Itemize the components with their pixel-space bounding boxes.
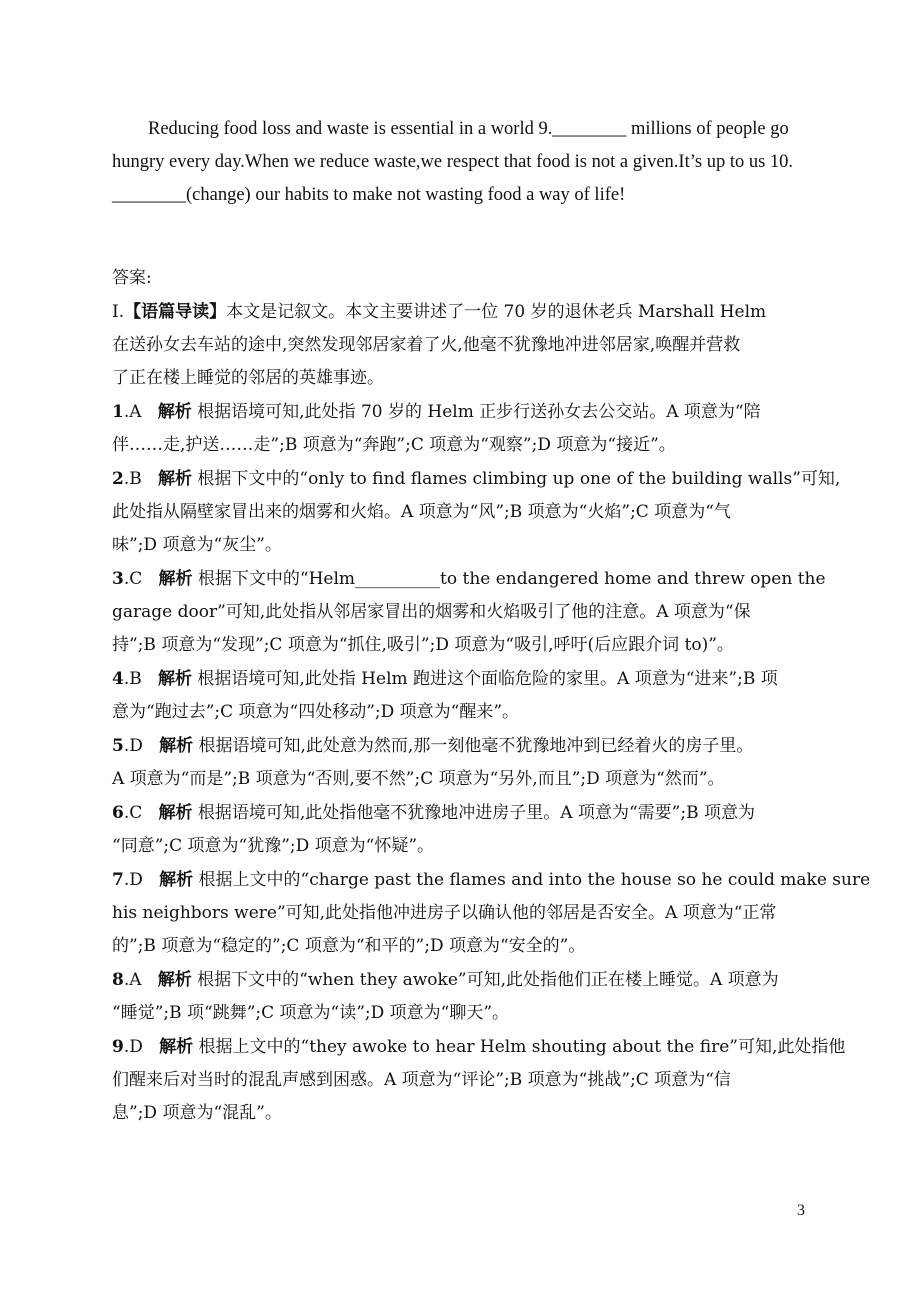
answer-3-line-3: 持”;B 项意为“发现”;C 项意为“抓住,吸引”;D 项意为“吸引,呼吁(后应跟介词 to)”。 [112,635,734,655]
answer-number: 1 [112,402,124,422]
answer-choice: .C [123,569,143,589]
answer-choice: .D [123,736,143,756]
answer-number: 8 [112,970,124,990]
answer-2-line-3: 味”;D 项意为“灰尘”。 [112,535,282,555]
analysis-label: 解析 [159,736,194,756]
answer-9-line-2: 们醒来后对当时的混乱声感到困惑。A 项意为“评论”;B 项意为“挑战”;C 项意为“信 [112,1070,731,1090]
answer-4-line-1 [112,668,778,690]
answer-7-line-1 [112,869,870,891]
analysis-label: 解析 [157,469,192,489]
page-number: 3 [797,1202,805,1219]
answer-3-line-2: garage door”可知,此处指从邻居家冒出的烟雾和火焰吸引了他的注意。A 项意为“保 [112,602,751,622]
analysis-label: 解析 [158,803,193,823]
answer-1-line-2: 伴……走,护送……走”;B 项意为“奔跑”;C 项意为“观察”;D 项意为“接近”。 [112,435,676,455]
answer-choice: .A [123,402,142,422]
section-guide-line-2: 在送孙女去车站的途中,突然发现邻居家着了火,他毫不犹豫地冲进邻居家,唤醒并营救 [112,335,741,355]
answer-number: 9 [112,1037,124,1057]
answer-5-line-2: A 项意为“而是”;B 项意为“否则,要不然”;C 项意为“另外,而且”;D 项意为“然而”。 [112,769,725,789]
analysis-label: 解析 [158,569,193,589]
section-roman: Ⅰ. [112,302,125,322]
answer-choice: .A [123,970,142,990]
analysis-label: 解析 [157,669,192,689]
analysis-text: 根据语境可知,此处指 Helm 跑进这个面临危险的家里。A 项意为“进来”;B 项 [197,669,778,689]
answer-choice: .B [123,669,142,689]
answer-9-line-3: 息”;D 项意为“混乱”。 [112,1103,282,1123]
section-tag: 【语篇导读】 [124,302,227,322]
analysis-text: 根据下文中的“Helm__________to the endangered home and threw open the [197,569,826,589]
answer-4-line-2: 意为“跑过去”;C 项意为“四处移动”;D 项意为“醒来”。 [112,702,520,722]
answer-3-line-1 [112,568,826,590]
answer-9-line-1 [112,1036,845,1058]
analysis-text: 根据语境可知,此处意为然而,那一刻他毫不犹豫地冲到已经着火的房子里。 [198,736,754,756]
section-guide-line-3: 了正在楼上睡觉的邻居的英雄事迹。 [112,368,384,388]
analysis-label: 解析 [157,402,192,422]
answer-1-line-1 [112,401,761,423]
passage-line-1: Reducing food loss and waste is essential in a world 9.________ millions of people go [148,119,789,139]
answer-2-line-1 [112,468,840,490]
answer-7-line-2: his neighbors were”可知,此处指他冲进房子以确认他的邻居是否安全。A 项意为“正常 [112,903,777,923]
answer-8-line-1 [112,969,779,991]
analysis-text: 根据下文中的“only to find flames climbing up one of the building walls”可知, [197,469,841,489]
answer-choice: .D [123,1037,143,1057]
answer-choice: .D [123,870,143,890]
analysis-text: 根据下文中的“when they awoke”可知,此处指他们正在楼上睡觉。A 项意为 [197,970,779,990]
section-text: 本文是记叙文。本文主要讲述了一位 70 岁的退休老兵 Marshall Helm [226,302,767,322]
analysis-text: 根据语境可知,此处指他毫不犹豫地冲进房子里。A 项意为“需要”;B 项意为 [197,803,755,823]
answer-number: 5 [112,736,124,756]
analysis-label: 解析 [157,970,192,990]
answer-number: 4 [112,669,124,689]
answer-6-line-2: “同意”;C 项意为“犹豫”;D 项意为“怀疑”。 [112,836,435,856]
analysis-text: 根据上文中的“they awoke to hear Helm shouting about the fire”可知,此处指他 [198,1037,846,1057]
answer-number: 7 [112,870,124,890]
answer-number: 2 [112,469,124,489]
analysis-text: 根据语境可知,此处指 70 岁的 Helm 正步行送孙女去公交站。A 项意为“陪 [197,402,761,422]
section-guide-line-1 [112,301,766,323]
analysis-text: 根据上文中的“charge past the flames and into the house so he could make sure [198,870,871,890]
answer-8-line-2: “睡觉”;B 项“跳舞”;C 项意为“读”;D 项意为“聊天”。 [112,1003,510,1023]
passage-line-2: hungry every day.When we reduce waste,we respect that food is not a given.It’s up to us 10. [112,152,794,172]
answer-number: 6 [112,803,124,823]
answer-choice: .B [123,469,142,489]
analysis-label: 解析 [159,1037,194,1057]
answer-7-line-3: 的”;B 项意为“稳定的”;C 项意为“和平的”;D 项意为“安全的”。 [112,936,586,956]
answer-choice: .C [123,803,143,823]
answer-5-line-1 [112,735,753,757]
answers-heading: 答案: [112,268,152,288]
answer-6-line-1 [112,802,755,824]
answer-number: 3 [112,569,124,589]
analysis-label: 解析 [159,870,194,890]
passage-line-3: ________(change) our habits to make not wasting food a way of life! [112,185,626,205]
answer-2-line-2: 此处指从隔壁家冒出来的烟雾和火焰。A 项意为“风”;B 项意为“火焰”;C 项意为“气 [112,502,731,522]
